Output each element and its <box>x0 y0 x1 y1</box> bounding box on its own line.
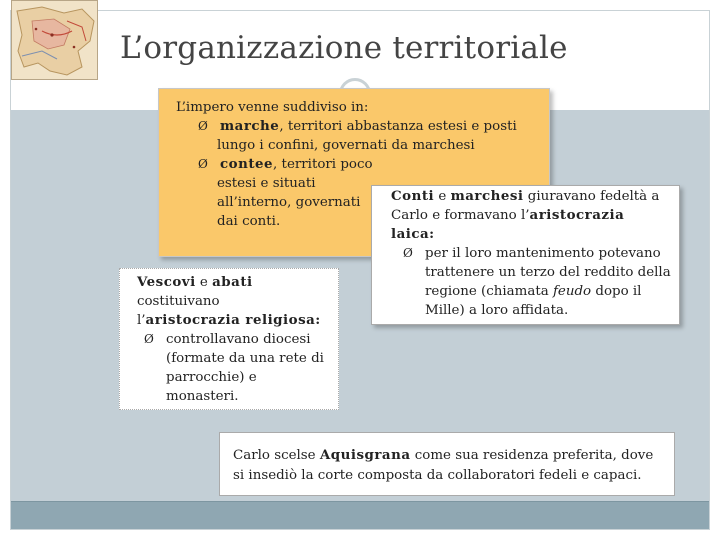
lay-line-2 <box>391 206 671 225</box>
aq-text-1: Carlo scelse <box>233 448 320 463</box>
religious-aristocracy-box <box>119 268 339 410</box>
map-illustration <box>12 1 98 80</box>
slide-title: L’organizzazione territoriale <box>120 30 568 66</box>
lay-line-1 <box>391 187 671 206</box>
rel-bullet-text-4: monasteri. <box>166 389 239 404</box>
aq-text-1b: come sua residenza preferita, dove <box>410 448 654 463</box>
term-contee: contee <box>220 156 274 172</box>
aq-line-2: si insediò la corte composta da collaboratori fedeli e capaci. <box>233 468 642 483</box>
lay-text-2: Carlo e formavano l’ <box>391 208 530 223</box>
term-conti: Conti <box>391 188 435 204</box>
lay-bullet-text-1: per il loro mantenimento potevano <box>425 246 661 261</box>
rel-line-2: costituivano <box>137 294 220 309</box>
lay-bullet-text-4: Mille) a loro affidata. <box>425 303 569 318</box>
aq-line-1 <box>233 445 666 466</box>
term-aristocrazia-religiosa: aristocrazia religiosa: <box>145 312 321 328</box>
conj-e: e <box>434 189 451 204</box>
lay-bullet <box>391 244 671 263</box>
aquisgrana-box <box>219 432 675 496</box>
contee-text-3: all’interno, governati <box>217 195 361 210</box>
term-aristocrazia: aristocrazia <box>529 207 625 223</box>
contee-text: , territori poco <box>273 157 373 172</box>
rel-text-3: l’ <box>137 313 146 328</box>
lay-bullet-text-3b: dopo il <box>591 284 642 299</box>
conj-e: e <box>195 275 213 290</box>
lay-line-3 <box>391 225 671 244</box>
lay-bullet-line-3 <box>391 282 671 301</box>
lay-bullet-text-3: regione (chiamata <box>425 284 553 299</box>
arrow-bullet-icon: Ø <box>144 332 154 346</box>
marche-text: , territori abbastanza estesi e posti <box>279 119 517 134</box>
lay-text-1: giuravano fedeltà a <box>523 189 660 204</box>
rel-bullet-text-1: controllavano diocesi <box>166 332 311 347</box>
term-abati: abati <box>212 274 253 290</box>
term-vescovi: Vescovi <box>137 274 196 290</box>
rel-bullet-text-3: parrocchie) e <box>166 370 257 385</box>
rel-line-1 <box>137 273 332 292</box>
term-laica: laica: <box>391 226 435 242</box>
map-thumbnail-image <box>11 0 98 80</box>
contee-text-2: estesi e situati <box>217 176 316 191</box>
term-feudo: feudo <box>552 284 592 299</box>
rel-line-3 <box>137 311 332 330</box>
rel-bullet-text-2: (formate da una rete di <box>166 351 324 366</box>
lay-aristocracy-box <box>371 185 680 325</box>
territories-intro: L’impero venne suddiviso in: <box>176 100 369 115</box>
contee-text-4: dai conti. <box>217 214 281 229</box>
term-marchesi: marchesi <box>450 188 524 204</box>
arrow-bullet-icon: Ø <box>198 119 208 133</box>
bullet-marche <box>176 117 539 136</box>
term-aquisgrana: Aquisgrana <box>319 447 411 463</box>
rel-bullet <box>137 330 332 349</box>
marche-text-2: lungo i confini, governati da marchesi <box>217 138 475 153</box>
lay-bullet-text-2: trattenere un terzo del reddito della <box>425 265 671 280</box>
arrow-bullet-icon: Ø <box>198 157 208 171</box>
bullet-contee <box>176 155 539 174</box>
arrow-bullet-icon: Ø <box>403 246 413 260</box>
term-marche: marche <box>220 118 280 134</box>
